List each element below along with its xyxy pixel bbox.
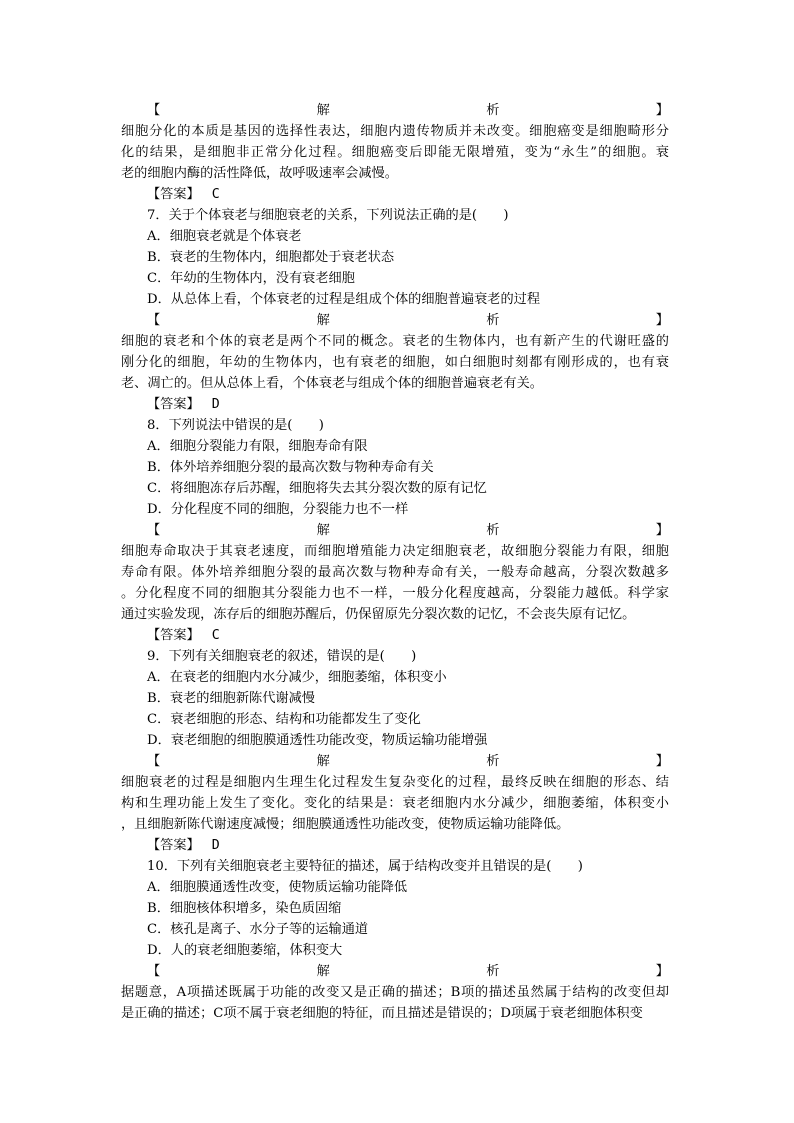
analysis-text-line: 细胞寿命取决于其衰老速度，而细胞增殖能力决定细胞衰老，故细胞分裂能力有限，细胞 bbox=[121, 544, 669, 559]
question-option: D．衰老细胞的细胞膜通透性功能改变，物质运输功能增强 bbox=[147, 733, 488, 748]
question-option: C．衰老细胞的形态、结构和功能都发生了变化 bbox=[147, 712, 421, 727]
answer-line bbox=[121, 394, 669, 415]
question-option: D．分化程度不同的细胞，分裂能力也不一样 bbox=[147, 502, 409, 517]
question-option: C．将细胞冻存后苏醒，细胞将失去其分裂次数的原有记忆 bbox=[147, 481, 487, 496]
question-option: A．在衰老的细胞内水分减少，细胞萎缩，体积变小 bbox=[147, 670, 447, 685]
analysis-text-line: 细胞衰老的过程是细胞内生理生化过程发生复杂变化的过程，最终反映在细胞的形态、结 bbox=[121, 775, 669, 790]
analysis-text-line: 寿命有限。体外培养细胞分裂的最高次数与物种寿命有关，一般寿命越高，分裂次数越多 bbox=[121, 565, 669, 580]
question-option: D．从总体上看，个体衰老的过程是组成个体的细胞普遍衰老的过程 bbox=[147, 292, 541, 307]
answer-value: C bbox=[211, 628, 220, 643]
analysis-heading bbox=[121, 961, 669, 982]
answer-line bbox=[121, 625, 669, 646]
block-question bbox=[121, 856, 669, 1024]
analysis-heading-rb: 】 bbox=[655, 313, 669, 328]
analysis-heading bbox=[121, 751, 669, 772]
block-question bbox=[121, 646, 669, 856]
block-question bbox=[121, 415, 669, 646]
answer-line bbox=[121, 184, 669, 205]
analysis-heading-rb: 】 bbox=[655, 523, 669, 538]
analysis-heading-rb: 】 bbox=[655, 103, 669, 118]
analysis-heading-jie: 解 bbox=[316, 964, 330, 979]
answer-value: D bbox=[211, 838, 220, 853]
question-stem: 8．下列说法中错误的是( ) bbox=[147, 418, 324, 433]
analysis-heading-lb: 【 bbox=[147, 964, 161, 979]
answer-label: 【答案】 bbox=[147, 397, 200, 412]
question-option: B．衰老的生物体内，细胞都处于衰老状态 bbox=[147, 250, 395, 265]
question-option: C．核孔是离子、水分子等的运输通道 bbox=[147, 922, 369, 937]
answer-label: 【答案】 bbox=[147, 187, 200, 202]
question-option: C．年幼的生物体内，没有衰老细胞 bbox=[147, 271, 355, 286]
analysis-heading-jie: 解 bbox=[316, 103, 330, 118]
question-option: A．细胞衰老就是个体衰老 bbox=[147, 229, 302, 244]
analysis-text-line: 老、凋亡的。但从总体上看，个体衰老与组成个体的细胞普遍衰老有关。 bbox=[121, 376, 543, 391]
analysis-heading-xi: 析 bbox=[486, 523, 500, 538]
block-question bbox=[121, 205, 669, 415]
analysis-heading bbox=[121, 310, 669, 331]
document-page bbox=[121, 100, 669, 1024]
analysis-text-line: 。分化程度不同的细胞其分裂能力也不一样，一般分化程度越高，分裂能力越低。科学家 bbox=[121, 586, 669, 601]
question-stem: 10．下列有关细胞衰老主要特征的描述，属于结构改变并且错误的是( ) bbox=[147, 859, 583, 874]
question-option: D．人的衰老细胞萎缩，体积变大 bbox=[147, 943, 343, 958]
analysis-heading-jie: 解 bbox=[316, 754, 330, 769]
analysis-heading-lb: 【 bbox=[147, 523, 161, 538]
question-stem: 7．关于个体衰老与细胞衰老的关系，下列说法正确的是( ) bbox=[147, 208, 509, 223]
analysis-text-line: 通过实验发现，冻存后的细胞苏醒后，仍保留原先分裂次数的记忆，不会丧失原有记忆。 bbox=[121, 607, 636, 622]
analysis-text-line: 化的结果，是细胞非正常分化过程。细胞癌变后即能无限增殖，变为“永生”的细胞。衰 bbox=[121, 145, 669, 160]
analysis-heading bbox=[121, 520, 669, 541]
analysis-heading-jie: 解 bbox=[316, 523, 330, 538]
analysis-heading-lb: 【 bbox=[147, 754, 161, 769]
analysis-heading-xi: 析 bbox=[486, 103, 500, 118]
question-option: B．细胞核体积增多，染色质固缩 bbox=[147, 901, 342, 916]
block-analysis bbox=[121, 100, 669, 205]
analysis-heading-xi: 析 bbox=[486, 964, 500, 979]
analysis-text-line: 据题意，A项描述既属于功能的改变又是正确的描述；B项的描述虽然属于结构的改变但却 bbox=[121, 985, 669, 1000]
question-option: A．细胞分裂能力有限，细胞寿命有限 bbox=[147, 439, 368, 454]
analysis-heading-jie: 解 bbox=[316, 313, 330, 328]
question-option: A．细胞膜通透性改变，使物质运输功能降低 bbox=[147, 880, 408, 895]
analysis-heading-lb: 【 bbox=[147, 313, 161, 328]
analysis-text-line: 构和生理功能上发生了变化。变化的结果是：衰老细胞内水分减少，细胞萎缩，体积变小 bbox=[121, 796, 669, 811]
analysis-heading-lb: 【 bbox=[147, 103, 161, 118]
analysis-text-line: 细胞分化的本质是基因的选择性表达，细胞内遗传物质并未改变。细胞癌变是细胞畸形分 bbox=[121, 124, 669, 139]
analysis-heading-rb: 】 bbox=[655, 754, 669, 769]
analysis-heading-xi: 析 bbox=[486, 754, 500, 769]
analysis-heading-rb: 】 bbox=[655, 964, 669, 979]
answer-value: D bbox=[211, 397, 220, 412]
answer-value: C bbox=[211, 187, 220, 202]
question-option: B．衰老的细胞新陈代谢减慢 bbox=[147, 691, 315, 706]
analysis-heading bbox=[121, 100, 669, 121]
question-option: B．体外培养细胞分裂的最高次数与物种寿命有关 bbox=[147, 460, 434, 475]
answer-line bbox=[121, 835, 669, 856]
analysis-text-line: 刚分化的细胞，年幼的生物体内，也有衰老的细胞，如白细胞时刻都有刚形成的，也有衰 bbox=[121, 355, 669, 370]
analysis-text-line: 老的细胞内酶的活性降低，故呼吸速率会减慢。 bbox=[121, 166, 398, 181]
question-stem: 9．下列有关细胞衰老的叙述，错误的是( ) bbox=[147, 649, 417, 664]
analysis-text-line: 细胞的衰老和个体的衰老是两个不同的概念。衰老的生物体内，也有新产生的代谢旺盛的 bbox=[121, 334, 669, 349]
analysis-text-line: ，且细胞新陈代谢速度减慢；细胞膜通透性功能改变，使物质运输功能降低。 bbox=[121, 817, 570, 832]
analysis-heading-xi: 析 bbox=[486, 313, 500, 328]
answer-label: 【答案】 bbox=[147, 628, 200, 643]
answer-label: 【答案】 bbox=[147, 838, 200, 853]
analysis-text-line: 是正确的描述；C项不属于衰老细胞的特征，而且描述是错误的；D项属于衰老细胞体积变 bbox=[121, 1006, 643, 1021]
